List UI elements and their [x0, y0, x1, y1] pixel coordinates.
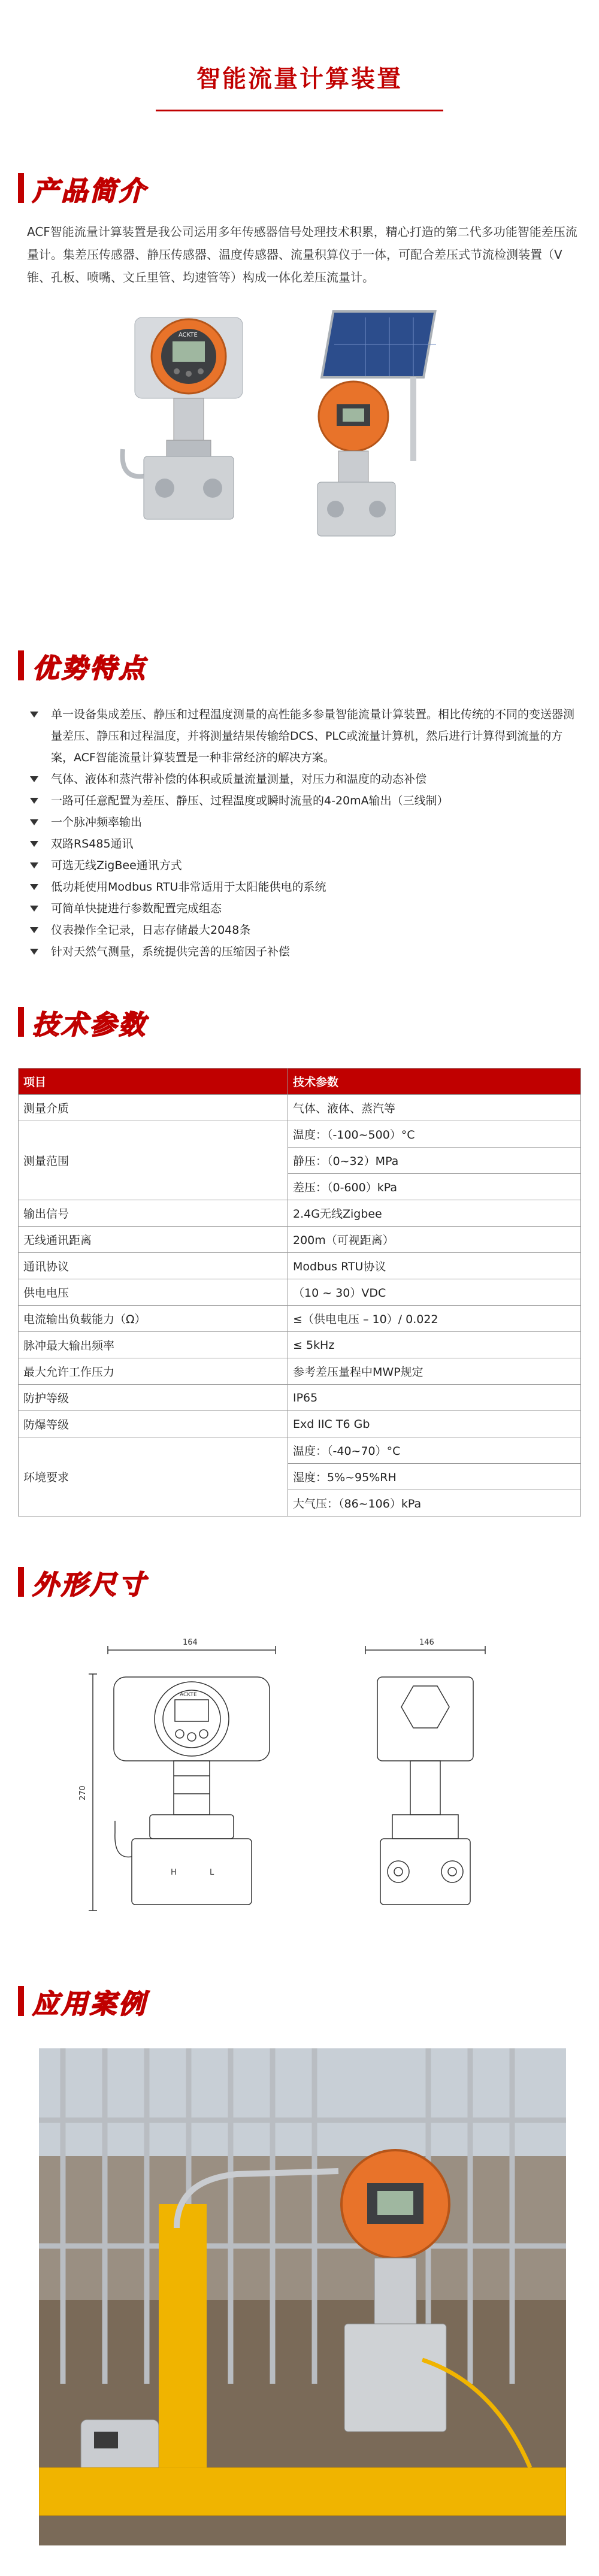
table-row: 环境要求 温度：（-40~70）°C — [19, 1437, 581, 1464]
section-title: 优势特点 — [32, 653, 147, 684]
table-row: 输出信号 2.4G无线Zigbee — [19, 1200, 581, 1227]
svg-text:146: 146 — [419, 1638, 434, 1647]
list-item: 双路RS485通讯 — [27, 833, 578, 855]
table-row: 防爆等级 Exd IIC T6 Gb — [19, 1411, 581, 1437]
bullet-triangle-icon — [30, 927, 38, 933]
bullet-triangle-icon — [30, 819, 38, 825]
table-row: 通讯协议 Modbus RTU协议 — [19, 1253, 581, 1279]
svg-text:L: L — [210, 1868, 214, 1877]
section-marker — [18, 173, 24, 203]
intro-paragraph: ACF智能流量计算装置是我公司运用多年传感器信号处理技术积累，精心打造的第二代多功能智能差压流量计。集差压传感器、静压传感器、温度传感器、流量积算仪于一体，可配合差压式节流检测装置（V锥、孔板、喷嘴、文丘里管、均速管等）构成一体化差压流量计。 — [27, 225, 577, 284]
table-row: 最大允许工作压力 参考差压量程中MWP规定 — [19, 1358, 581, 1385]
list-item: 一路可任意配置为差压、静压、过程温度或瞬时流量的4-20mA输出（三线制） — [27, 790, 578, 812]
column-header-param: 技术参数 — [288, 1068, 581, 1095]
section-title: 应用案例 — [32, 1989, 147, 2020]
section-title: 技术参数 — [32, 1010, 147, 1040]
dimension-drawing — [78, 1629, 521, 1929]
table-row: 脉冲最大输出频率 ≤ 5kHz — [19, 1332, 581, 1358]
bullet-triangle-icon — [30, 862, 38, 868]
list-item: 针对天然气测量，系统提供完善的压缩因子补偿 — [27, 941, 578, 962]
application-case-photo — [39, 2048, 566, 2545]
section-header-specs — [18, 1003, 198, 1039]
section-marker — [18, 650, 24, 680]
list-item: 可选无线ZigBee通讯方式 — [27, 855, 578, 876]
table-row: 电流输出负载能力（Ω） ≤（供电电压 – 10）/ 0.022 — [19, 1306, 581, 1332]
bullet-triangle-icon — [30, 798, 38, 804]
section-marker — [18, 1007, 24, 1037]
device-left-image — [122, 317, 243, 519]
title-underline — [156, 110, 443, 111]
bullet-triangle-icon — [30, 776, 38, 782]
section-header-advantages — [18, 647, 198, 683]
section-title: 外形尺寸 — [32, 1570, 147, 1600]
table-row: 测量介质 气体、液体、蒸汽等 — [19, 1095, 581, 1121]
table-row: 静压：（0~32）MPa — [19, 1148, 581, 1174]
table-row: 供电电压 （10 ~ 30）VDC — [19, 1279, 581, 1306]
page-title: 智能流量计算装置 — [196, 65, 403, 93]
table-row: 差压：（0-600）kPa — [19, 1174, 581, 1200]
svg-text:270: 270 — [78, 1785, 87, 1800]
list-item: 一个脉冲频率输出 — [27, 812, 578, 833]
svg-text:H: H — [171, 1868, 177, 1877]
section-marker — [18, 1986, 24, 2016]
list-item: 可简单快捷进行参数配置完成组态 — [27, 898, 578, 919]
bullet-triangle-icon — [30, 949, 38, 955]
table-row: 无线通讯距离 200m（可视距离） — [19, 1227, 581, 1253]
table-header-row — [19, 1068, 581, 1095]
product-photos — [108, 299, 515, 575]
table-row: 测量范围 温度：（-100~500）°C — [19, 1121, 581, 1148]
product-illustration — [108, 299, 515, 575]
list-item: 单一设备集成差压、静压和过程温度测量的高性能多参量智能流量计算装置。相比传统的不同的变送器测量差压、静压和过程温度，并将测量结果传输给DCS、PLC或流量计算机，然后进行计算得到流量的方案，ACF智能流量计算装置是一种非常经济的解决方案。 — [27, 704, 578, 768]
table-row: 防护等级 IP65 — [19, 1385, 581, 1411]
section-title: 产品简介 — [32, 176, 147, 207]
table-row: 大气压：（86~106）kPa — [19, 1490, 581, 1516]
list-item: 仪表操作全记录，日志存储最大2048条 — [27, 919, 578, 941]
bullet-triangle-icon — [30, 906, 38, 912]
spec-table — [18, 1068, 581, 1516]
list-item: 气体、液体和蒸汽带补偿的体积或质量流量测量，对压力和温度的动态补偿 — [27, 768, 578, 790]
svg-text:ACKTE: ACKTE — [179, 332, 198, 338]
section-marker — [18, 1567, 24, 1597]
section-header-intro — [18, 169, 198, 205]
section-header-cases — [18, 1982, 198, 2018]
bullet-triangle-icon — [30, 712, 38, 718]
bullet-triangle-icon — [30, 884, 38, 890]
section-header-dimensions — [18, 1563, 198, 1599]
table-row: 湿度：5%~95%RH — [19, 1464, 581, 1490]
bullet-triangle-icon — [30, 841, 38, 847]
advantages-list — [27, 704, 578, 962]
device-right-image — [317, 311, 436, 536]
svg-text:ACKTE: ACKTE — [180, 1692, 197, 1698]
list-item: 低功耗使用Modbus RTU非常适用于太阳能供电的系统 — [27, 876, 578, 898]
column-header-item: 项目 — [19, 1068, 288, 1095]
svg-text:164: 164 — [183, 1638, 198, 1647]
